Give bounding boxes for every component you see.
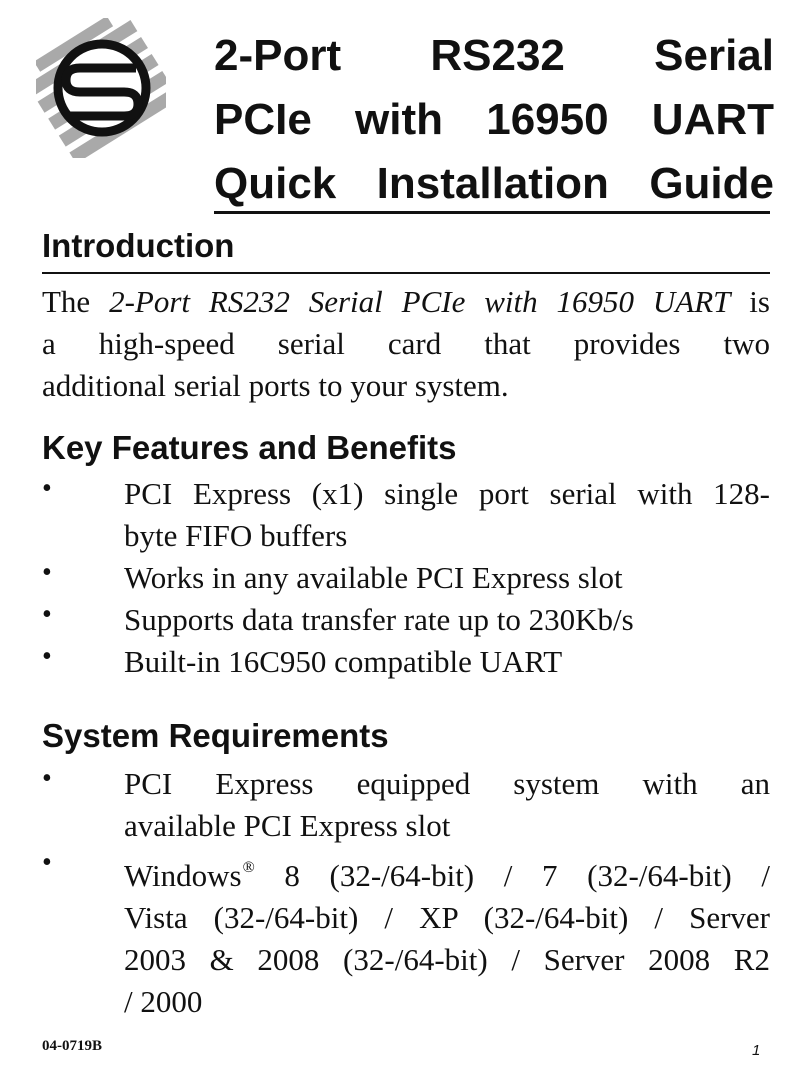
- list-item: [0, 557, 808, 599]
- list-item-text: [124, 641, 770, 683]
- list-item-text: [124, 599, 770, 641]
- bullet-icon: •: [42, 599, 52, 630]
- introduction-divider: [42, 272, 770, 274]
- page-number: 1: [752, 1042, 761, 1059]
- features-list: [0, 473, 808, 683]
- requirements-heading: System Requirements: [42, 717, 389, 754]
- title-line-2: PCIe with 16950 UART: [214, 95, 774, 144]
- bullet-icon: •: [42, 847, 52, 878]
- list-item-line: [124, 847, 770, 897]
- os-name: Windows: [124, 858, 242, 893]
- title-divider: [214, 211, 770, 214]
- list-item: [0, 763, 808, 847]
- registered-mark: ®: [242, 859, 255, 876]
- list-item-line: Vista (32-/64-bit) / XP (32-/64-bit) / Server: [124, 900, 770, 935]
- title-line-3: Quick Installation Guide: [214, 159, 774, 208]
- introduction-heading: Introduction: [42, 227, 235, 264]
- list-item-text: [124, 763, 770, 847]
- list-item-text: [124, 473, 770, 557]
- list-item-line: Supports data transfer rate up to 230Kb/s: [124, 602, 634, 637]
- intro-text: The: [42, 284, 110, 319]
- bullet-icon: •: [42, 473, 52, 504]
- list-item-text: [124, 557, 770, 599]
- list-item-line: PCI Express (x1) single port serial with 128-: [124, 476, 770, 511]
- bullet-icon: •: [42, 763, 52, 794]
- document-code: 04-0719B: [42, 1038, 102, 1054]
- title-line-1: 2-Port RS232 Serial: [214, 31, 774, 80]
- list-item-line: byte FIFO buffers: [124, 518, 348, 553]
- features-heading: Key Features and Benefits: [42, 429, 457, 466]
- introduction-paragraph: [42, 281, 770, 407]
- bullet-icon: •: [42, 557, 52, 588]
- intro-line-1: [42, 281, 770, 323]
- list-item-line: / 2000: [124, 984, 203, 1019]
- list-item: [0, 599, 808, 641]
- intro-line-3: additional serial ports to your system.: [42, 368, 509, 403]
- list-item: [0, 847, 808, 1023]
- list-item-line: PCI Express equipped system with an: [124, 766, 770, 801]
- document-title: [214, 24, 774, 216]
- intro-line-2: a high-speed serial card that provides two: [42, 326, 770, 361]
- list-item-line: Built-in 16C950 compatible UART: [124, 644, 563, 679]
- bullet-icon: •: [42, 641, 52, 672]
- list-item-text: [124, 847, 770, 1023]
- requirements-list: [0, 763, 808, 1023]
- os-versions: 8 (32-/64-bit) / 7 (32-/64-bit) /: [254, 858, 770, 893]
- intro-text: is: [730, 284, 770, 319]
- list-item-line: 2003 & 2008 (32-/64-bit) / Server 2008 R2: [124, 942, 770, 977]
- product-name: 2-Port RS232 Serial PCIe with 16950 UART: [109, 284, 731, 319]
- list-item-line: available PCI Express slot: [124, 808, 451, 843]
- list-item: [0, 473, 808, 557]
- list-item-line: Works in any available PCI Express slot: [124, 560, 623, 595]
- siig-s-logo-icon: [36, 18, 166, 158]
- list-item: [0, 641, 808, 683]
